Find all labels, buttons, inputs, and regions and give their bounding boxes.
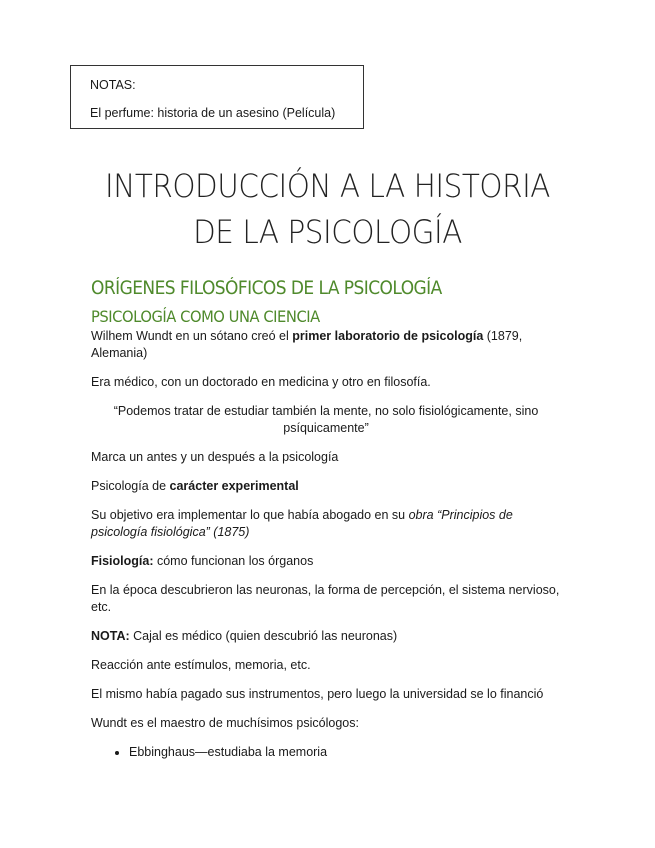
section-heading: ORÍGENES FILOSÓFICOS DE LA PSICOLOGÍA <box>91 278 442 299</box>
list-item: • Ebbinghaus—estudiaba la memoria <box>129 744 561 761</box>
section-subheading: PSICOLOGÍA COMO UNA CIENCIA <box>91 307 320 326</box>
paragraph-reaccion: Reacción ante estímulos, memoria, etc. <box>91 658 311 672</box>
paragraph-neuronas: En la época descubrieron las neuronas, la forma de percepción, el sistema nervioso, etc. <box>91 583 560 614</box>
notes-text: El perfume: historia de un asesino (Película) <box>90 106 336 120</box>
paragraph-fisiologia: Fisiología: cómo funcionan los órganos <box>91 554 314 568</box>
quote: “Podemos tratar de estudiar también la mente, no solo fisiológicamente, sino psíquicamente” <box>113 404 539 435</box>
page-title-line-2: DE LA PSICOLOGÍA <box>193 213 462 251</box>
paragraph-nota-cajal: NOTA: Cajal es médico (quien descubrió las neuronas) <box>91 629 398 643</box>
paragraph-maestro: Wundt es el maestro de muchísimos psicólogos: <box>91 716 359 730</box>
notes-heading: NOTAS: <box>90 78 136 92</box>
psychologists-list <box>91 744 561 761</box>
document-body <box>91 328 561 761</box>
page-title <box>81 163 573 255</box>
paragraph-caracter: Psicología de carácter experimental <box>91 479 299 493</box>
paragraph-medico: Era médico, con un doctorado en medicina y otro en filosofía. <box>91 375 431 389</box>
paragraph-instrumentos: El mismo había pagado sus instrumentos, pero luego la universidad se lo financió <box>91 687 544 701</box>
page-title-line-1: INTRODUCCIÓN A LA HISTORIA <box>105 167 550 205</box>
notes-box <box>70 65 364 129</box>
paragraph-wundt-lab: Wilhem Wundt en un sótano creó el primer laboratorio de psicología (1879, Alemania) <box>91 329 523 360</box>
paragraph-objetivo: Su objetivo era implementar lo que había abogado en su obra “Principios de psicología fisiológica” (1875) <box>91 508 513 539</box>
paragraph-antes-despues: Marca un antes y un después a la psicología <box>91 450 339 464</box>
